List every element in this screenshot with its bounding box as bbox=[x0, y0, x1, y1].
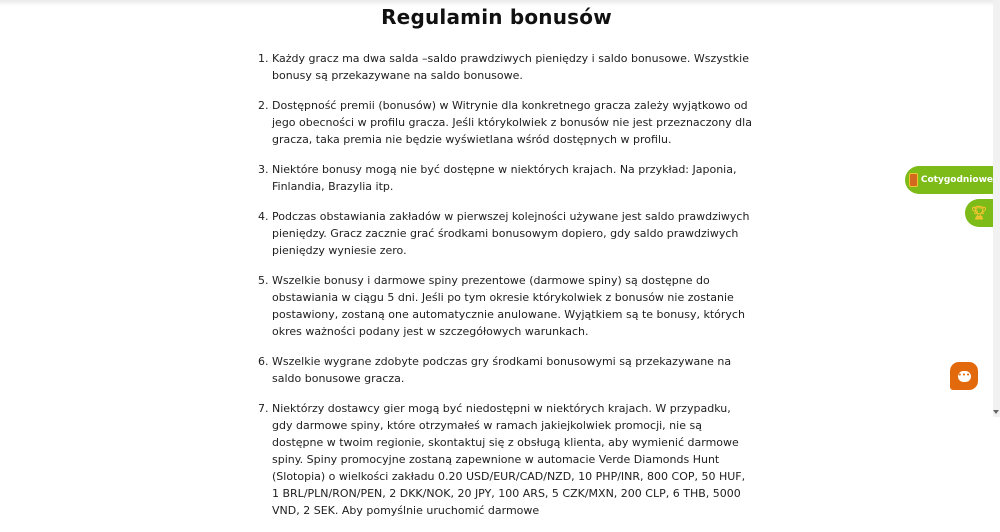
list-item: 4. Podczas obstawiania zakładów w pierwszej kolejności używane jest saldo prawdziwych pieniędzy. Gracz zacznie grać środkami bonusowym dopiero, gdy saldo prawdziwych pieniędzy wyniesie zero. bbox=[272, 208, 752, 259]
rules-list bbox=[258, 50, 752, 532]
scroll-down-icon[interactable] bbox=[993, 410, 999, 414]
list-item: 3. Niektóre bonusy mogą nie być dostępne w niektórych krajach. Na przykład: Japonia, Finlandia, Brazylia itp. bbox=[272, 161, 752, 195]
list-item: 7. Niektórzy dostawcy gier mogą być niedostępni w niektórych krajach. W przypadku, gdy darmowe spiny, które otrzymałeś w ramach jakiejkolwiek promocji, nie są dostępne w twoim regionie, skontaktuj się z obsługą klienta, aby wymienić darmowe spiny. Spiny promocyjne zostaną zapewnione w automacie Verde Diamonds Hunt (Slotopia) o wielkości zakładu 0.20 USD/EUR/CAD/NZD, 10 PHP/INR, 800 COP, 50 HUF, 1 BRL/PLN/RON/PEN, 2 DKK/NOK, 20 JPY, 100 ARS, 5 CZK/MXN, 200 CLP, 6 THB, 5000 VND, 2 SEK. Aby pomyślnie uruchomić darmowe bbox=[272, 400, 752, 519]
scrollbar[interactable] bbox=[993, 0, 1000, 417]
trophy-icon: 🏆︎ bbox=[970, 205, 988, 221]
chat-button[interactable] bbox=[950, 362, 978, 390]
weekly-bonus-label: Cotygodniowe bbox=[920, 175, 993, 185]
list-item: 2. Dostępność premii (bonusów) w Witrynie dla konkretnego gracza zależy wyjątkowo od jego obecności w profilu gracza. Jeśli którykolwiek z bonusów nie jest przeznaczony dla gracza, taka premia nie będzie wyświetlana wśród dostępnych w profilu. bbox=[272, 97, 752, 148]
page-title: Regulamin bonusów bbox=[381, 5, 612, 29]
weekly-bonus-button[interactable] bbox=[905, 166, 993, 194]
tournament-button[interactable] bbox=[965, 199, 993, 227]
chat-icon: ••• bbox=[958, 371, 971, 382]
treasure-chest-icon bbox=[909, 173, 918, 187]
list-item: 1. Każdy gracz ma dwa salda –saldo prawdziwych pieniędzy i saldo bonusowe. Wszystkie bonusy są przekazywane na saldo bonusowe. bbox=[272, 50, 752, 84]
list-item: 6. Wszelkie wygrane zdobyte podczas gry środkami bonusowymi są przekazywane na saldo bonusowe gracza. bbox=[272, 353, 752, 387]
list-item: 5. Wszelkie bonusy i darmowe spiny prezentowe (darmowe spiny) są dostępne do obstawiania w ciągu 5 dni. Jeśli po tym okresie którykolwiek z bonusów nie zostanie postawiony, zostaną one automatycznie anulowane. Wyjątkiem są te bonusy, których okres ważności podany jest w szczegółowych warunkach. bbox=[272, 272, 752, 340]
